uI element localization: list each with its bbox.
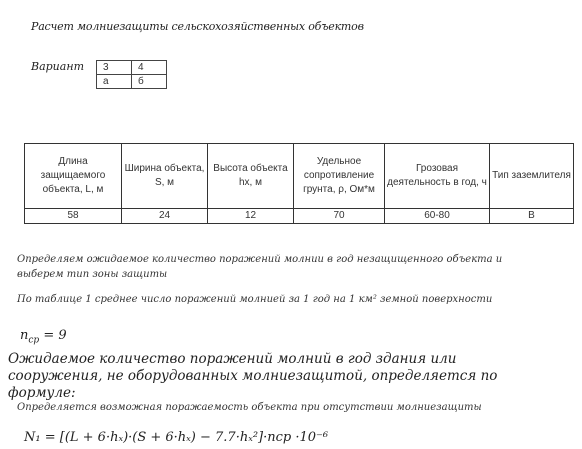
document-title: Расчет молниезащиты сельскохозяйственных объектов [31, 20, 364, 33]
header-length: Длина защищаемого объекта, L, м [25, 144, 122, 209]
strike-formula: N₁ = [(L + 6·hₓ)·(S + 6·hₓ) − 7.7·hₓ²]·nср ·10⁻⁶ [24, 430, 329, 445]
variant-table [96, 60, 167, 89]
ncp-subscript: ср [28, 335, 40, 346]
value-soil-resistance: 70 [294, 209, 385, 224]
variant-row [97, 75, 167, 89]
header-soil-resistance: Удельное сопротивление грунта, ρ, Ом*м [294, 144, 385, 209]
header-earthing-type: Тип заземлителя [490, 144, 574, 209]
paragraph-expected-strikes: Определяем ожидаемое количество поражений молнии в год незащищенного объекта и выберем тип зоны защиты [17, 254, 503, 280]
ncp-number: = 9 [39, 328, 67, 343]
value-thunderstorm-hours: 60-80 [385, 209, 490, 224]
value-width: 24 [122, 209, 208, 224]
paragraph-formula-intro: Ожидаемое количество поражений молний в год здания или сооружения, не оборудованных молниезащитой, определяется по формуле: [8, 351, 498, 401]
variant-row [97, 61, 167, 75]
variant-cell: 3 [97, 61, 132, 75]
parameters-table [24, 143, 574, 224]
variant-cell: 4 [132, 61, 167, 75]
paragraph-average-strikes: По таблице 1 среднее число поражений молнией за 1 год на 1 км² земной поверхности [17, 294, 493, 305]
value-length: 58 [25, 209, 122, 224]
header-height: Высота объекта hx, м [208, 144, 294, 209]
paragraph-possible-strikes: Определяется возможная поражаемость объекта при отсутствии молниезащиты [17, 402, 482, 413]
ncp-value [20, 328, 67, 346]
header-thunderstorm-hours: Грозовая деятельность в год, ч [385, 144, 490, 209]
ncp-symbol: n [20, 328, 29, 343]
variant-label: Вариант [31, 60, 85, 73]
value-earthing-type: В [490, 209, 574, 224]
variant-cell: б [132, 75, 167, 89]
header-width: Ширина объекта, S, м [122, 144, 208, 209]
parameters-value-row [25, 209, 574, 224]
value-height: 12 [208, 209, 294, 224]
parameters-header-row [25, 144, 574, 209]
variant-cell: а [97, 75, 132, 89]
